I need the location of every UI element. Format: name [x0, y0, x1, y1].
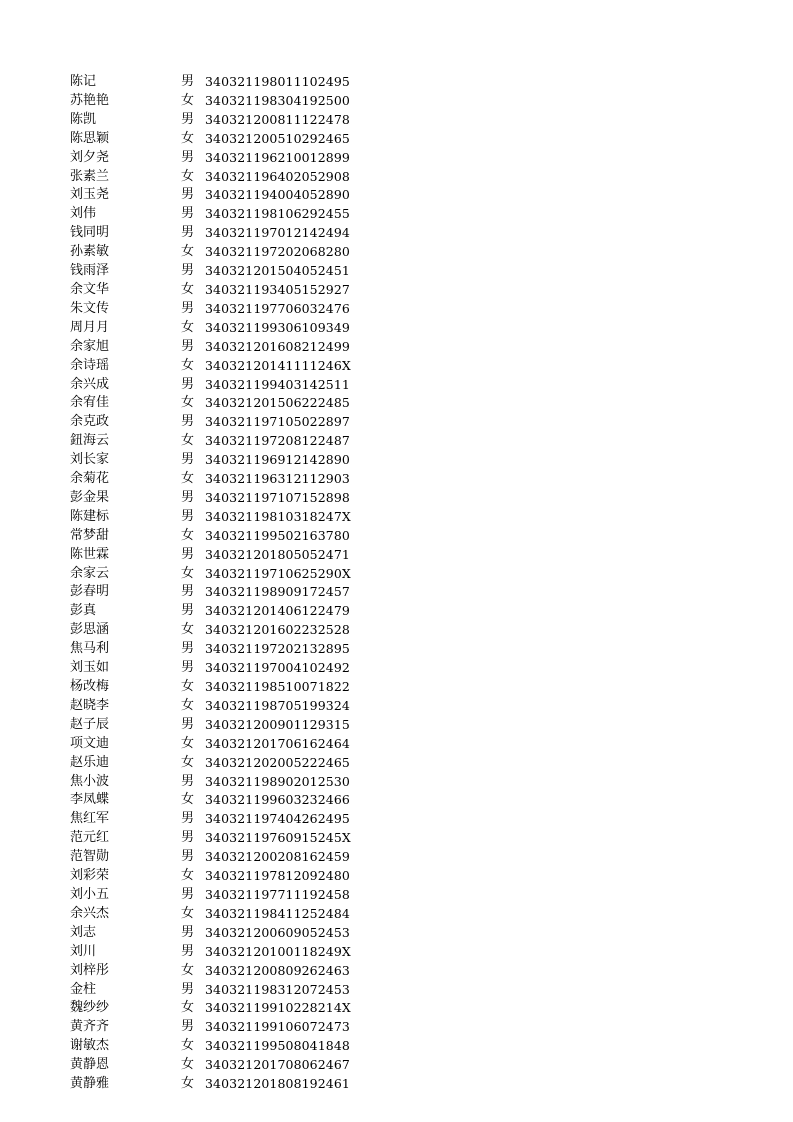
id-number-cell: 340321200901129315 [205, 716, 350, 732]
id-number-cell: 340321200609052453 [205, 924, 350, 940]
gender-cell: 男 [180, 641, 194, 657]
name-cell: 李凤蝶 [70, 792, 110, 808]
name-cell: 刘长家 [70, 452, 110, 468]
table-row [0, 73, 793, 92]
id-number-cell: 340321198909172457 [205, 584, 350, 600]
table-row [0, 1037, 793, 1056]
gender-cell: 男 [180, 584, 194, 600]
table-row [0, 791, 793, 810]
id-number-cell: 340321197105022897 [205, 414, 350, 430]
gender-cell: 女 [180, 1000, 194, 1016]
table-row [0, 186, 793, 205]
gender-cell: 男 [180, 300, 194, 316]
id-number-cell: 34032120100118249X [205, 943, 351, 959]
table-row [0, 697, 793, 716]
id-number-cell: 340321198902012530 [205, 773, 350, 789]
table-row [0, 640, 793, 659]
table-row [0, 1056, 793, 1075]
id-number-cell: 340321196402052908 [205, 168, 350, 184]
gender-cell: 女 [180, 319, 194, 335]
name-cell: 钱雨泽 [70, 263, 110, 279]
gender-cell: 女 [180, 735, 194, 751]
table-row [0, 981, 793, 1000]
name-cell: 刘玉尧 [70, 187, 110, 203]
name-cell: 陈世霖 [70, 546, 110, 562]
name-cell: 范智勋 [70, 849, 110, 865]
gender-cell: 女 [180, 433, 194, 449]
table-row [0, 394, 793, 413]
name-cell: 刘小五 [70, 886, 110, 902]
name-cell: 刘夕尧 [70, 149, 110, 165]
id-number-cell: 340321199403142511 [205, 376, 350, 392]
table-row [0, 262, 793, 281]
table-row [0, 470, 793, 489]
name-cell: 焦小波 [70, 773, 110, 789]
gender-cell: 女 [180, 868, 194, 884]
gender-cell: 男 [180, 660, 194, 676]
name-cell: 钱同明 [70, 225, 110, 241]
name-cell: 彭春明 [70, 584, 110, 600]
name-cell: 彭思涵 [70, 622, 110, 638]
gender-cell: 女 [180, 1076, 194, 1092]
table-row [0, 413, 793, 432]
name-cell: 焦马利 [70, 641, 110, 657]
table-row [0, 376, 793, 395]
table-row [0, 848, 793, 867]
id-number-cell: 340321196210012899 [205, 149, 350, 165]
table-row [0, 829, 793, 848]
id-number-cell: 340321200208162459 [205, 849, 350, 865]
name-cell: 焦红军 [70, 811, 110, 827]
name-cell: 赵乐迪 [70, 754, 110, 770]
id-number-cell: 340321202005222465 [205, 754, 350, 770]
gender-cell: 女 [180, 565, 194, 581]
gender-cell: 男 [180, 263, 194, 279]
gender-cell: 男 [180, 716, 194, 732]
id-number-cell: 340321200811122478 [205, 111, 350, 127]
gender-cell: 女 [180, 357, 194, 373]
table-row [0, 205, 793, 224]
id-number-cell: 340321201706162464 [205, 735, 350, 751]
gender-cell: 男 [180, 981, 194, 997]
id-number-cell: 34032119760915245X [205, 830, 351, 846]
name-cell: 魏纱纱 [70, 1000, 110, 1016]
gender-cell: 男 [180, 74, 194, 89]
id-number-cell: 340321197202132895 [205, 641, 350, 657]
table-row [0, 432, 793, 451]
name-cell: 苏艳艳 [70, 92, 110, 108]
gender-cell: 男 [180, 943, 194, 959]
id-number-cell: 340321198312072453 [205, 981, 350, 997]
table-row [0, 754, 793, 773]
gender-cell: 男 [180, 508, 194, 524]
id-number-cell: 340321201506222485 [205, 395, 350, 411]
name-cell: 彭真 [70, 603, 97, 619]
table-row [0, 319, 793, 338]
id-number-cell: 34032119810318247X [205, 508, 351, 524]
name-cell: 余家旭 [70, 338, 110, 354]
table-row [0, 659, 793, 678]
table-row [0, 565, 793, 584]
table-row [0, 905, 793, 924]
gender-cell: 女 [180, 527, 194, 543]
name-cell: 彭金果 [70, 489, 110, 505]
name-cell: 范元红 [70, 830, 110, 846]
name-cell: 刘志 [70, 924, 97, 940]
gender-cell: 女 [180, 281, 194, 297]
table-row [0, 583, 793, 602]
name-cell: 鈕海云 [70, 433, 110, 449]
table-row [0, 735, 793, 754]
table-row [0, 451, 793, 470]
table-row [0, 508, 793, 527]
name-cell: 赵晓李 [70, 697, 110, 713]
table-row [0, 602, 793, 621]
gender-cell: 男 [180, 149, 194, 165]
id-number-cell: 340321193405152927 [205, 281, 350, 297]
gender-cell: 女 [180, 905, 194, 921]
id-number-cell: 340321200809262463 [205, 962, 350, 978]
name-cell: 常梦甜 [70, 527, 110, 543]
gender-cell: 女 [180, 679, 194, 694]
name-cell: 刘川 [70, 943, 97, 959]
name-cell: 黄齐齐 [70, 1019, 110, 1035]
id-number-cell: 340321197004102492 [205, 660, 350, 676]
gender-cell: 女 [180, 471, 194, 487]
gender-cell: 男 [180, 376, 194, 392]
name-cell: 孙素敏 [70, 244, 110, 260]
gender-cell: 男 [180, 225, 194, 241]
gender-cell: 男 [180, 111, 194, 127]
gender-cell: 女 [180, 697, 194, 713]
gender-cell: 女 [180, 168, 194, 184]
gender-cell: 女 [180, 962, 194, 978]
table-row [0, 999, 793, 1018]
gender-cell: 男 [180, 546, 194, 562]
name-cell: 谢敏杰 [70, 1038, 110, 1054]
gender-cell: 男 [180, 849, 194, 865]
table-row [0, 924, 793, 943]
name-cell: 黄静恩 [70, 1057, 110, 1073]
id-number-cell: 340321198510071822 [205, 679, 350, 694]
id-number-cell: 340321194004052890 [205, 187, 350, 203]
table-row [0, 527, 793, 546]
table-row [0, 716, 793, 735]
name-cell: 张素兰 [70, 168, 110, 184]
gender-cell: 男 [180, 489, 194, 505]
name-cell: 项文迪 [70, 735, 110, 751]
table-row [0, 810, 793, 829]
roster-table [0, 73, 793, 1094]
gender-cell: 男 [180, 452, 194, 468]
gender-cell: 男 [180, 773, 194, 789]
table-row [0, 1075, 793, 1094]
gender-cell: 男 [180, 886, 194, 902]
table-row [0, 773, 793, 792]
name-cell: 刘梓彤 [70, 962, 110, 978]
id-number-cell: 340321196312112903 [205, 471, 350, 487]
id-number-cell: 340321199502163780 [205, 527, 350, 543]
id-number-cell: 340321198106292455 [205, 206, 350, 222]
id-number-cell: 340321199508041848 [205, 1038, 350, 1054]
id-number-cell: 34032119710625290X [205, 565, 351, 581]
gender-cell: 女 [180, 792, 194, 808]
table-row [0, 962, 793, 981]
table-row [0, 621, 793, 640]
id-number-cell: 340321197706032476 [205, 300, 350, 316]
id-number-cell: 34032119910228214X [205, 1000, 351, 1016]
id-number-cell: 340321201808192461 [205, 1076, 350, 1092]
gender-cell: 男 [180, 924, 194, 940]
gender-cell: 女 [180, 244, 194, 260]
id-number-cell: 340321197202068280 [205, 244, 350, 260]
table-row [0, 111, 793, 130]
id-number-cell: 34032120141111246X [205, 357, 351, 373]
table-row [0, 300, 793, 319]
name-cell: 余诗瑶 [70, 357, 110, 373]
id-number-cell: 340321199106072473 [205, 1019, 350, 1035]
gender-cell: 男 [180, 830, 194, 846]
gender-cell: 女 [180, 130, 194, 146]
id-number-cell: 340321197107152898 [205, 489, 350, 505]
gender-cell: 男 [180, 338, 194, 354]
id-number-cell: 340321197812092480 [205, 868, 350, 884]
id-number-cell: 340321198411252484 [205, 905, 350, 921]
name-cell: 刘彩荣 [70, 868, 110, 884]
name-cell: 陈凯 [70, 111, 97, 127]
id-number-cell: 340321201805052471 [205, 546, 350, 562]
id-number-cell: 340321199306109349 [205, 319, 350, 335]
table-row [0, 243, 793, 262]
table-row [0, 149, 793, 168]
id-number-cell: 340321196912142890 [205, 452, 350, 468]
name-cell: 余兴杰 [70, 905, 110, 921]
name-cell: 赵子辰 [70, 716, 110, 732]
id-number-cell: 340321201602232528 [205, 622, 350, 638]
id-number-cell: 340321201608212499 [205, 338, 350, 354]
gender-cell: 女 [180, 1038, 194, 1054]
id-number-cell: 340321197404262495 [205, 811, 350, 827]
name-cell: 余家云 [70, 565, 110, 581]
id-number-cell: 340321200510292465 [205, 130, 350, 146]
name-cell: 陈记 [70, 74, 97, 89]
table-row [0, 338, 793, 357]
gender-cell: 女 [180, 754, 194, 770]
table-row [0, 92, 793, 111]
name-cell: 刘玉如 [70, 660, 110, 676]
gender-cell: 男 [180, 206, 194, 222]
table-row [0, 943, 793, 962]
gender-cell: 男 [180, 603, 194, 619]
table-row [0, 546, 793, 565]
id-number-cell: 340321201504052451 [205, 263, 350, 279]
gender-cell: 女 [180, 395, 194, 411]
table-row [0, 886, 793, 905]
name-cell: 黄静雅 [70, 1076, 110, 1092]
id-number-cell: 340321201708062467 [205, 1057, 350, 1073]
name-cell: 余克政 [70, 414, 110, 430]
id-number-cell: 340321197012142494 [205, 225, 350, 241]
name-cell: 朱文传 [70, 300, 110, 316]
gender-cell: 男 [180, 414, 194, 430]
name-cell: 余菊花 [70, 471, 110, 487]
name-cell: 刘伟 [70, 206, 97, 222]
name-cell: 余宥佳 [70, 395, 110, 411]
table-row [0, 867, 793, 886]
id-number-cell: 340321198011102495 [205, 74, 350, 89]
gender-cell: 女 [180, 622, 194, 638]
id-number-cell: 340321197711192458 [205, 886, 350, 902]
table-row [0, 168, 793, 187]
table-row [0, 130, 793, 149]
name-cell: 余文华 [70, 281, 110, 297]
id-number-cell: 340321201406122479 [205, 603, 350, 619]
id-number-cell: 340321199603232466 [205, 792, 350, 808]
name-cell: 余兴成 [70, 376, 110, 392]
gender-cell: 男 [180, 811, 194, 827]
gender-cell: 女 [180, 1057, 194, 1073]
name-cell: 陈建标 [70, 508, 110, 524]
id-number-cell: 340321198304192500 [205, 92, 350, 108]
table-row [0, 357, 793, 376]
gender-cell: 男 [180, 1019, 194, 1035]
name-cell: 杨改梅 [70, 679, 110, 694]
gender-cell: 女 [180, 92, 194, 108]
gender-cell: 男 [180, 187, 194, 203]
name-cell: 陈思颖 [70, 130, 110, 146]
id-number-cell: 340321197208122487 [205, 433, 350, 449]
table-row [0, 489, 793, 508]
table-row [0, 281, 793, 300]
table-row [0, 1018, 793, 1037]
name-cell: 金柱 [70, 981, 97, 997]
table-row [0, 224, 793, 243]
table-row [0, 678, 793, 697]
name-cell: 周月月 [70, 319, 110, 335]
id-number-cell: 340321198705199324 [205, 697, 350, 713]
